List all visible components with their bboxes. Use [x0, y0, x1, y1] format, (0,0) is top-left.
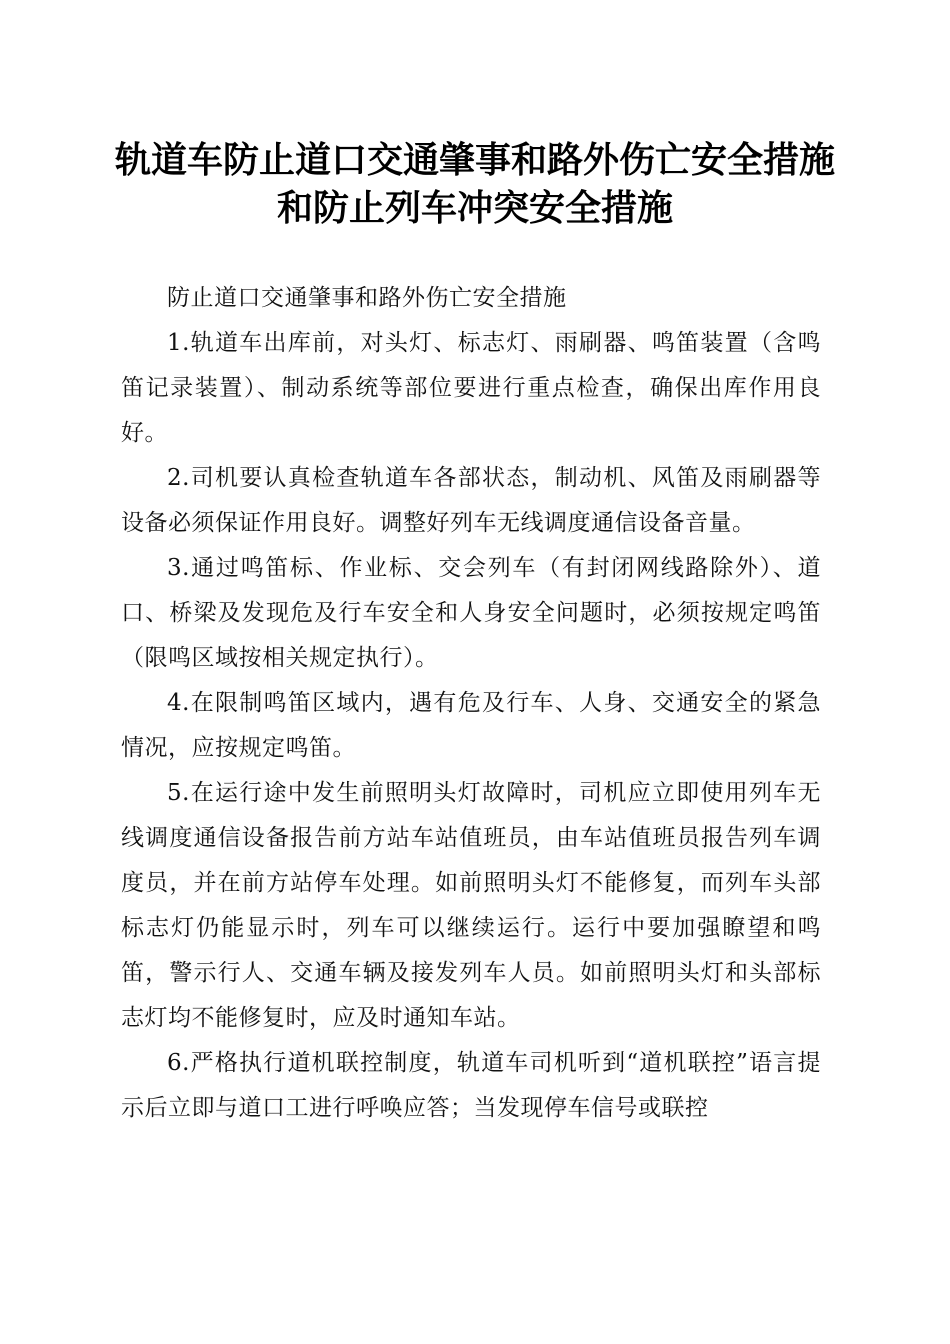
- paragraph-3: 3.通过鸣笛标、作业标、交会列车（有封闭网线路除外）、道口、桥梁及发现危及行车安全和人身安全问题时，必须按规定鸣笛（限鸣区域按相关规定执行）。: [121, 555, 821, 671]
- paragraph-4: 4.在限制鸣笛区域内，遇有危及行车、人身、交通安全的紧急情况，应按规定鸣笛。: [121, 690, 821, 761]
- document-title-line-1: 轨道车防止道口交通肇事和路外伤亡安全措施: [114, 139, 835, 181]
- paragraph-2: 2.司机要认真检查轨道车各部状态，制动机、风笛及雨刷器等设备必须保证作用良好。调整好列车无线调度通信设备音量。: [121, 465, 821, 536]
- paragraph-6: 6.严格执行道机联控制度，轨道车司机听到“道机联控”语言提示后立即与道口工进行呼唤应答；当发现停车信号或联控: [121, 1050, 821, 1121]
- document-title-line-2: 和防止列车冲突安全措施: [276, 187, 673, 229]
- paragraph-1: 1.轨道车出库前，对头灯、标志灯、雨刷器、鸣笛装置（含鸣笛记录装置）、制动系统等部位要进行重点检查，确保出库作用良好。: [121, 330, 821, 446]
- document-body: [121, 276, 821, 1131]
- paragraph-5: 5.在运行途中发生前照明头灯故障时，司机应立即使用列车无线调度通信设备报告前方站车站值班员，由车站值班员报告列车调度员，并在前方站停车处理。如前照明头灯不能修复，而列车头部标志灯仍能显示时，列车可以继续运行。运行中要加强瞭望和鸣笛，警示行人、交通车辆及接发列车人员。如前照明头灯和头部标志灯均不能修复时，应及时通知车站。: [121, 780, 821, 1031]
- section-heading: 防止道口交通肇事和路外伤亡安全措施: [167, 285, 567, 311]
